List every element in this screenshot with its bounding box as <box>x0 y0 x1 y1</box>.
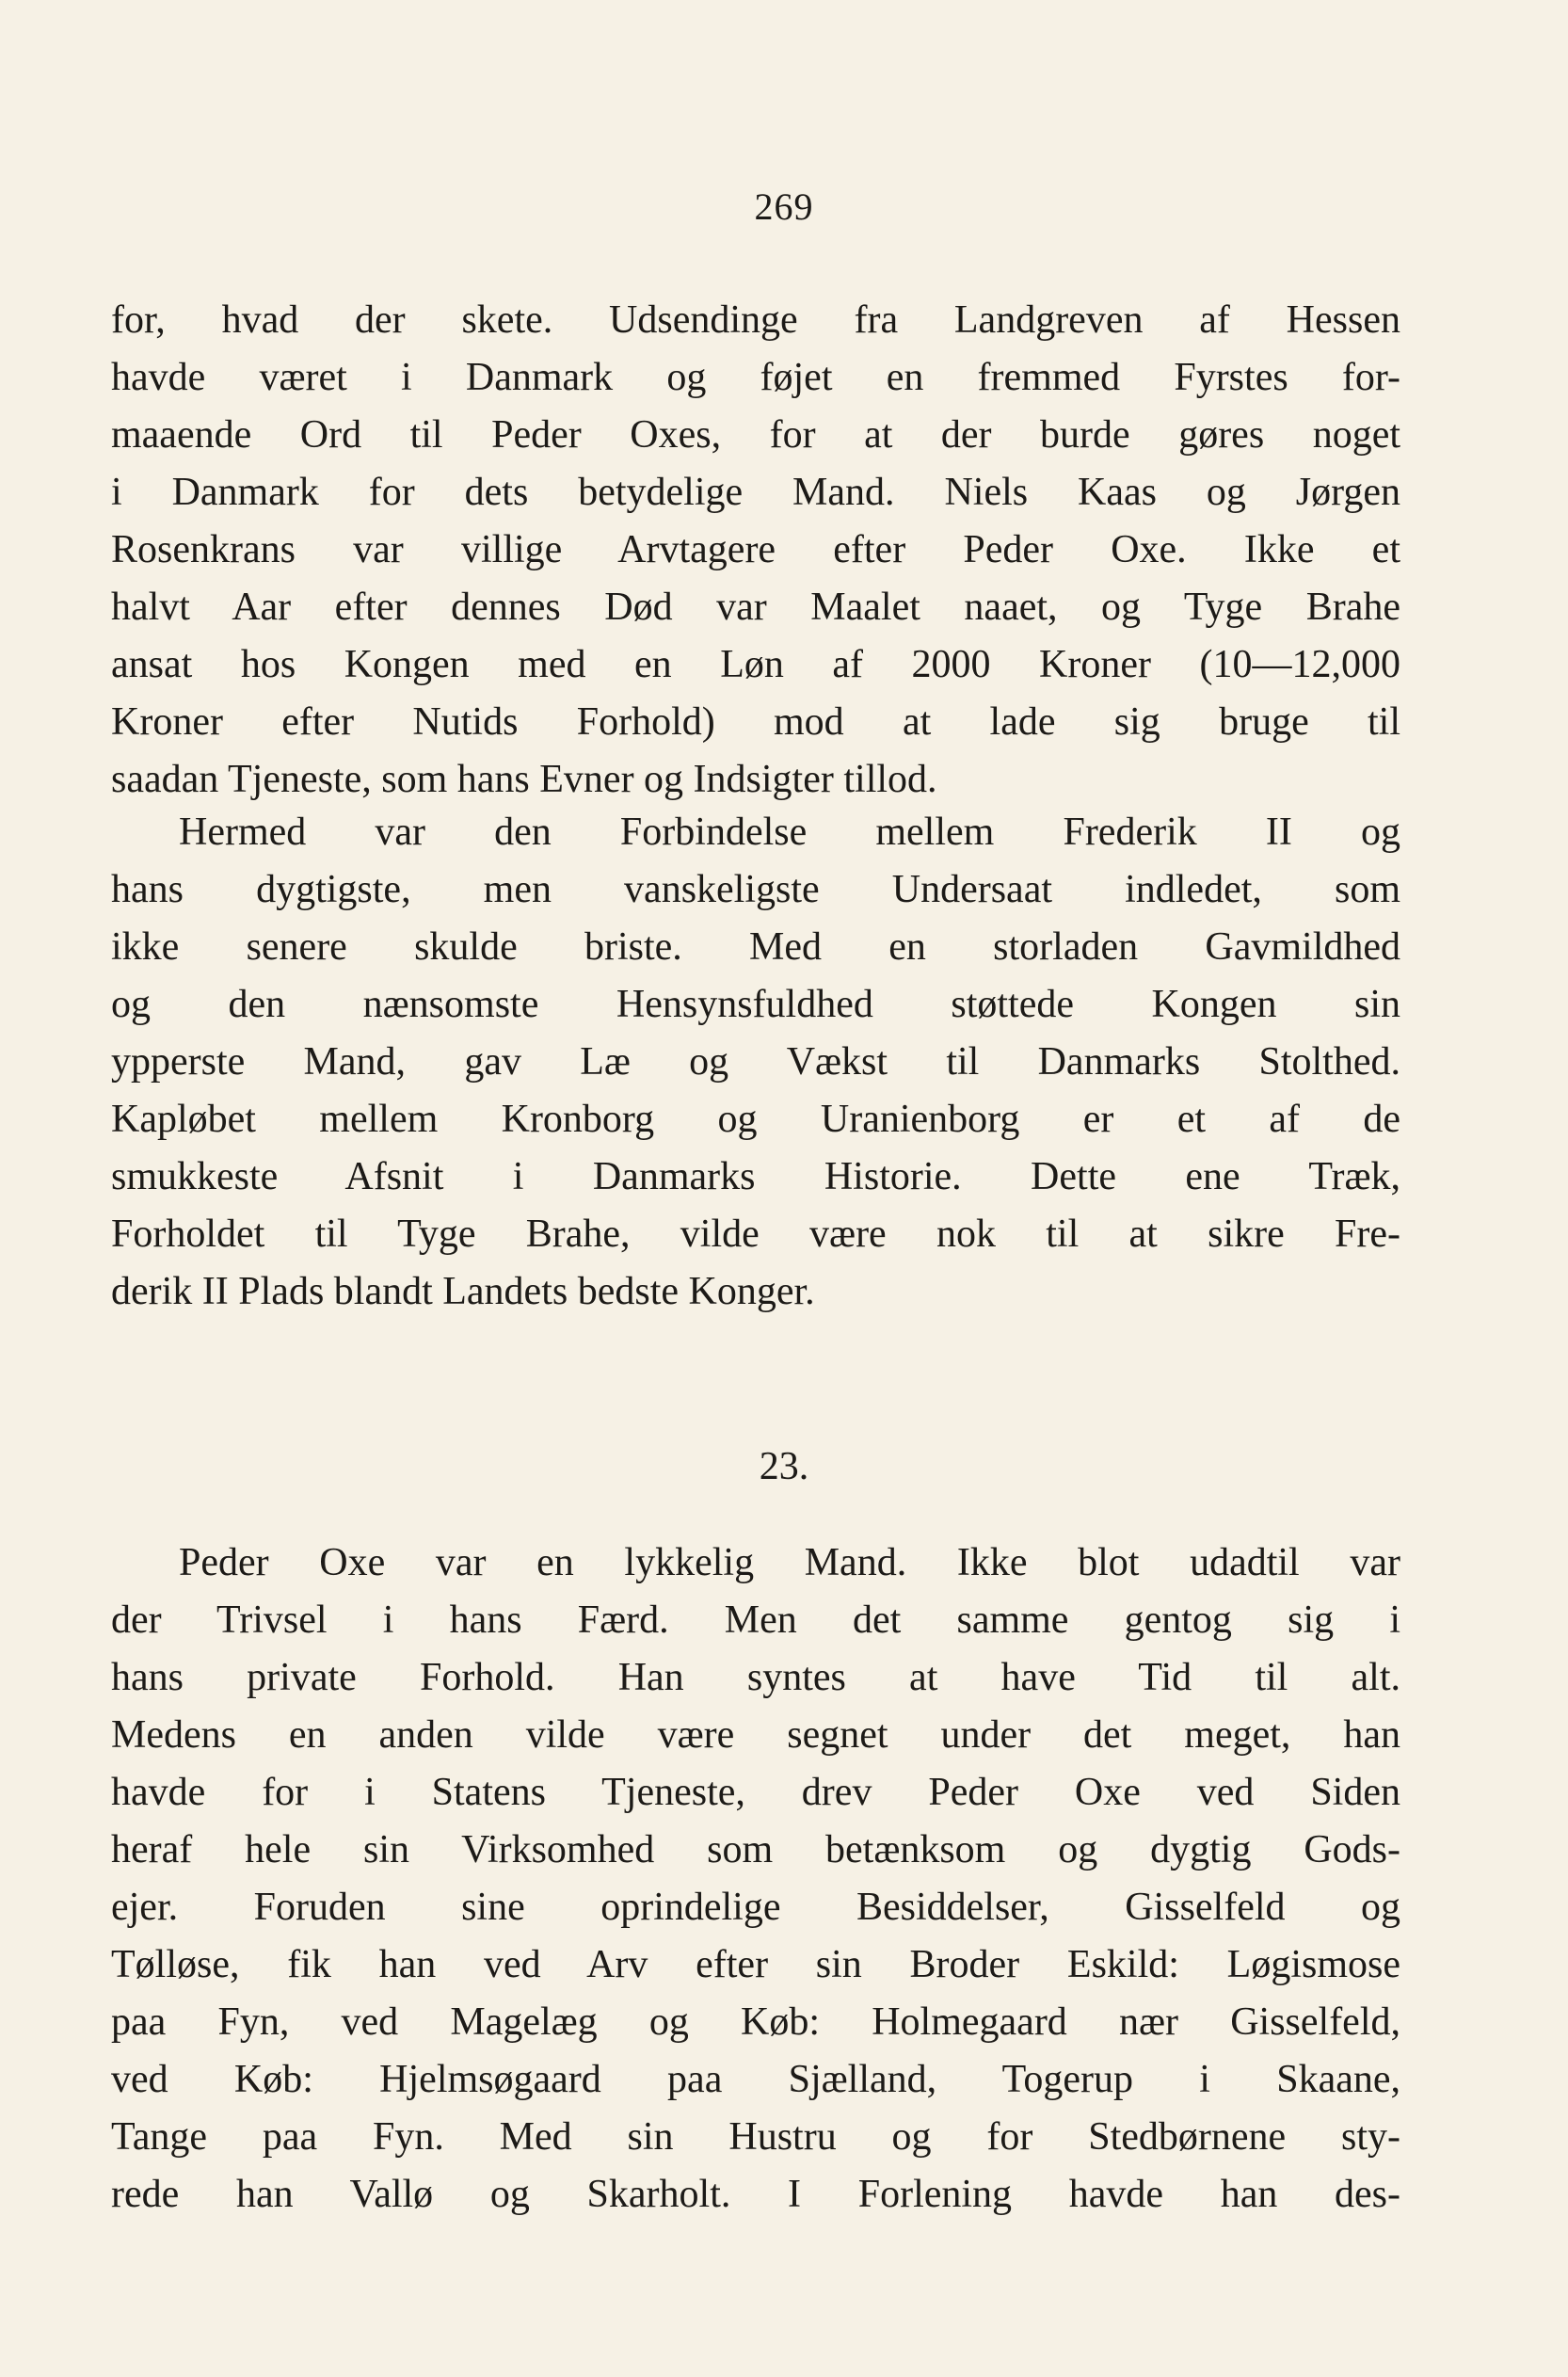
text-line: derik II Plads blandt Landets bedste Konger. <box>111 1270 815 1313</box>
page-number: 269 <box>754 185 814 228</box>
text-line: havde været i Danmark og føjet en fremmed Fyrstes for- <box>111 356 1400 399</box>
text-line: ypperste Mand, gav Læ og Vækst til Danmarks Stolthed. <box>111 1040 1400 1084</box>
text-line: Rosenkrans var villige Arvtagere efter Peder Oxe. Ikke et <box>111 528 1400 571</box>
text-line: paa Fyn, ved Magelæg og Køb: Holmegaard nær Gisselfeld, <box>111 2000 1400 2044</box>
text-line: ved Køb: Hjelmsøgaard paa Sjælland, Togerup i Skaane, <box>111 2058 1400 2101</box>
text-line: ansat hos Kongen med en Løn af 2000 Kroner (10—12,000 <box>111 643 1400 686</box>
text-line: heraf hele sin Virksomhed som betænksom og dygtig Gods- <box>111 1828 1400 1871</box>
text-line: ikke senere skulde briste. Med en storladen Gavmildhed <box>111 925 1400 969</box>
text-line: Tølløse, fik han ved Arv efter sin Broder Eskild: Løgismose <box>111 1943 1400 1986</box>
text-line: Kroner efter Nutids Forhold) mod at lade sig bruge til <box>111 700 1400 744</box>
text-line: Hermed var den Forbindelse mellem Frederik II og <box>179 811 1400 854</box>
text-line: for, hvad der skete. Udsendinge fra Landgreven af Hessen <box>111 298 1400 342</box>
text-line: havde for i Statens Tjeneste, drev Peder Oxe ved Siden <box>111 1771 1400 1814</box>
text-line: halvt Aar efter dennes Død var Maalet naaet, og Tyge Brahe <box>111 586 1400 629</box>
text-line: hans dygtigste, men vanskeligste Undersaat indledet, som <box>111 868 1400 911</box>
text-line: smukkeste Afsnit i Danmarks Historie. Dette ene Træk, <box>111 1155 1400 1198</box>
text-line: der Trivsel i hans Færd. Men det samme gentog sig i <box>111 1598 1400 1642</box>
text-line: Forholdet til Tyge Brahe, vilde være nok til at sikre Fre- <box>111 1213 1400 1256</box>
text-line: og den nænsomste Hensynsfuldhed støttede Kongen sin <box>111 983 1400 1026</box>
paragraph-1 <box>111 292 1400 809</box>
text-line: Peder Oxe var en lykkelig Mand. Ikke blot udadtil var <box>179 1541 1400 1584</box>
text-line: hans private Forhold. Han syntes at have Tid til alt. <box>111 1656 1400 1699</box>
text-line: ejer. Foruden sine oprindelige Besiddelser, Gisselfeld og <box>111 1886 1400 1929</box>
text-line: saadan Tjeneste, som hans Evner og Indsigter tillod. <box>111 758 937 801</box>
paragraph-3 <box>111 1534 1400 2224</box>
text-line: Medens en anden vilde være segnet under det meget, han <box>111 1713 1400 1757</box>
section-number: 23. <box>759 1445 809 1488</box>
paragraph-2 <box>111 804 1400 1321</box>
text-line: Kapløbet mellem Kronborg og Uranienborg er et af de <box>111 1098 1400 1141</box>
text-line: i Danmark for dets betydelige Mand. Niels Kaas og Jørgen <box>111 471 1400 514</box>
text-line: rede han Vallø og Skarholt. I Forlening havde han des- <box>111 2173 1400 2216</box>
text-line: maaende Ord til Peder Oxes, for at der burde gøres noget <box>111 413 1400 457</box>
text-line: Tange paa Fyn. Med sin Hustru og for Stedbørnene sty- <box>111 2115 1400 2159</box>
